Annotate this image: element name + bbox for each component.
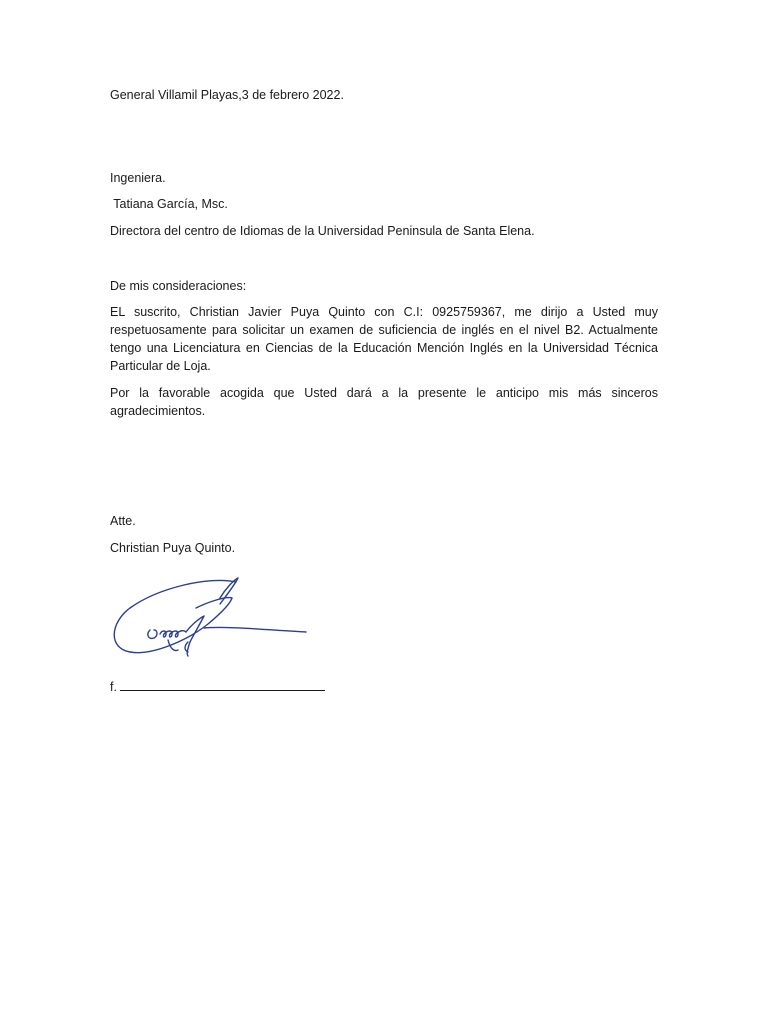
salutation: De mis consideraciones: — [110, 279, 247, 293]
recipient-name: Tatiana García, Msc. — [110, 197, 228, 211]
sender-name: Christian Puya Quinto. — [110, 541, 236, 555]
body-paragraph-1: EL suscrito, Christian Javier Puya Quinto con C.I: 0925759367, me dirijo a Usted muy respetuosamente para solicitar un examen de suficiencia de inglés en el nivel B2. Actualmente tengo una Licenciatura en Ciencias de la Educación Mención Inglés en la Universidad Técnica Particular de Loja. — [110, 305, 658, 373]
signature-underline — [120, 677, 325, 691]
recipient-position: Directora del centro de Idiomas de la Universidad Peninsula de Santa Elena. — [110, 224, 535, 238]
closing: Atte. — [110, 514, 136, 528]
recipient-title: Ingeniera. — [110, 171, 166, 185]
date-line: General Villamil Playas,3 de febrero 2022. — [110, 88, 344, 102]
handwritten-signature — [108, 568, 318, 672]
body-paragraph-2: Por la favorable acogida que Usted dará a la presente le anticipo mis más sinceros agradecimientos. — [110, 386, 658, 418]
signature-line — [110, 677, 325, 696]
signature-prefix: f. — [110, 680, 117, 694]
